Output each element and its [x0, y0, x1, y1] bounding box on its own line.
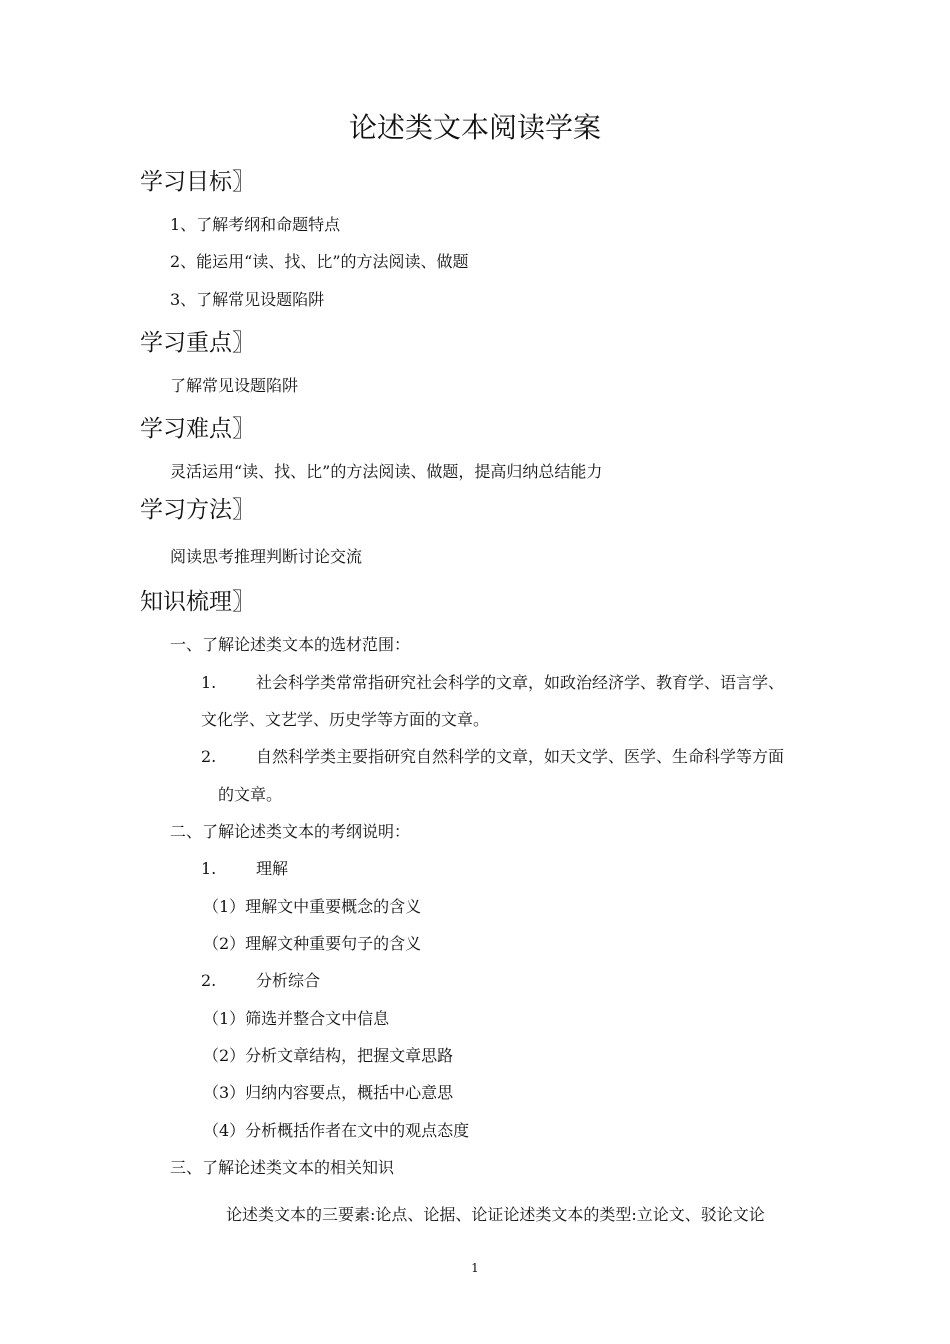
part1-item1-line1: 社会科学类常常指研究社会科学的文章，如政治经济学、教育学、语言学、: [256, 673, 785, 692]
heading-knowledge: 知识梳理〗: [140, 589, 255, 615]
heading-difficulty: 学习难点〗: [140, 416, 255, 442]
heading-method: 学习方法〗: [140, 497, 255, 523]
difficulty-text: 灵活运用“读、找、比”的方法阅读、做题，提高归纳总结能力: [170, 462, 603, 481]
part1-item2-line1: 自然科学类主要指研究自然科学的文章，如天文学、医学、生命科学等方面: [256, 747, 785, 766]
part2-item2-sub-4: （4）分析概括作者在文中的观点态度: [203, 1121, 470, 1140]
heading-goals: 学习目标〗: [140, 169, 255, 195]
part1-item1-line2: 文化学、文艺学、历史学等方面的文章。: [201, 710, 490, 729]
part2-item1-label: 理解: [256, 859, 289, 878]
method-text: 阅读思考推理判断讨论交流: [170, 547, 363, 566]
focus-text: 了解常见设题陷阱: [170, 376, 299, 395]
heading-focus: 学习重点〗: [140, 330, 255, 356]
page-number: 1: [471, 1261, 479, 1275]
part1-item2-number: 2.: [201, 747, 217, 766]
goal-item-3: 3、了解常见设题陷阱: [170, 290, 325, 309]
part1-title: 一、了解论述类文本的选材范围：: [170, 635, 411, 654]
part2-item2-sub-1: （1）筛选并整合文中信息: [203, 1009, 390, 1028]
document-title: 论述类文本阅读学案: [348, 111, 601, 144]
part2-item1-sub-2: （2）理解文种重要句子的含义: [203, 934, 422, 953]
part3-title: 三、了解论述类文本的相关知识: [170, 1158, 395, 1177]
goal-item-2: 2、能运用“读、找、比”的方法阅读、做题: [170, 252, 469, 271]
part2-title: 二、了解论述类文本的考纲说明：: [170, 822, 411, 841]
part2-item2-number: 2.: [201, 971, 217, 990]
goal-item-1: 1、了解考纲和命题特点: [170, 215, 341, 234]
part1-item1-number: 1.: [201, 673, 217, 692]
part2-item2-sub-2: （2）分析文章结构，把握文章思路: [203, 1046, 454, 1065]
part1-item2-line2: 的文章。: [218, 785, 283, 804]
part2-item2-label: 分析综合: [256, 971, 321, 990]
part2-item1-number: 1.: [201, 859, 217, 878]
part2-item2-sub-3: （3）归纳内容要点，概括中心意思: [203, 1083, 454, 1102]
part2-item1-sub-1: （1）理解文中重要概念的含义: [203, 897, 422, 916]
part3-text: 论述类文本的三要素:论点、论据、论证论述类文本的类型:立论文、驳论文论: [226, 1205, 765, 1224]
